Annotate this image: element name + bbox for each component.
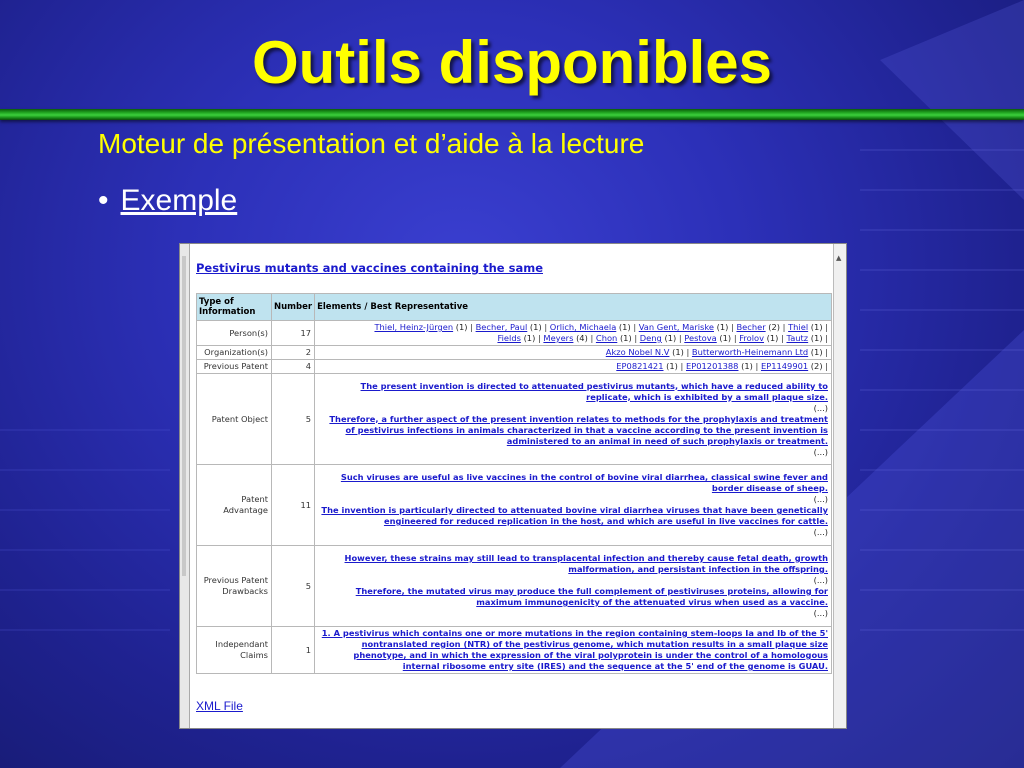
separator: | (825, 322, 828, 332)
person-link[interactable]: Meyers (543, 333, 574, 343)
person-link[interactable]: Orlich, Michaela (549, 322, 617, 332)
row-type: Organization(s) (197, 346, 271, 359)
patent-title-link[interactable]: Pestivirus mutants and vaccines containing the same (196, 261, 543, 275)
bullet-dot: • (98, 184, 109, 217)
table-row (197, 321, 831, 345)
separator: | (781, 333, 784, 343)
table-row (197, 546, 831, 626)
separator: | (825, 333, 828, 343)
person-count: (1) (619, 333, 632, 343)
claim-link[interactable]: 1. A pestivirus which contains one or more mutations in the region containing stem-loops Ia and Ib of the 5' nontranslated region (NTR) of the pestivirus genome, which mutation results in a small plaque size phenotype, and in which the expression of the viral polyprotein is under the control of a homologous internal ribosome entry site (IRES) and the sequence at the 5' end of the genome is GUAU. (321, 628, 828, 671)
sentence-link[interactable]: Therefore, a further aspect of the present invention relates to methods for the prophylaxis and treatment of pestivirus infections in animals characterized in that a vaccine according to the present invention is administered to an animal in need of such prophylaxis or treatment. (329, 413, 828, 446)
sentence-link[interactable]: The present invention is directed to attenuated pestivirus mutants, which have a reduced ability to replicate, which is exhibited by a small plaque size. (360, 380, 828, 402)
person-link[interactable]: Thiel, Heinz-Jürgen (374, 322, 454, 332)
person-count: (1) (766, 333, 779, 343)
ellipsis: (...) (813, 402, 828, 413)
person-count: (2) (768, 322, 781, 332)
row-count: 2 (272, 346, 314, 359)
row-type: Independant Claims (197, 627, 271, 673)
row-type: Patent Advantage (197, 465, 271, 545)
row-count: 11 (272, 465, 314, 545)
separator: | (731, 322, 734, 332)
ellipsis: (...) (813, 446, 828, 457)
row-type: Person(s) (197, 321, 271, 345)
organization-count: (1) (810, 347, 823, 357)
table-row (197, 627, 831, 673)
row-elements (315, 465, 831, 545)
person-link[interactable]: Frolov (739, 333, 765, 343)
row-elements (315, 627, 831, 673)
person-link[interactable]: Chon (595, 333, 618, 343)
ellipsis: (...) (813, 494, 828, 504)
header-elements: Elements / Best Representative (315, 294, 831, 320)
embedded-screenshot (179, 243, 847, 729)
person-count: (1) (810, 322, 823, 332)
patent-link[interactable]: EP01201388 (685, 361, 739, 371)
row-count: 17 (272, 321, 314, 345)
separator: | (755, 361, 759, 371)
sentence-link[interactable]: The invention is particularly directed to attenuated bovine viral diarrhea viruses that have been genetically engineered for reduced replication in the host, and which are useful in live vaccines for cattle. (321, 505, 828, 526)
separator: | (537, 333, 541, 343)
separator: | (470, 322, 473, 332)
person-link[interactable]: Tautz (786, 333, 809, 343)
person-link[interactable]: Thiel (788, 322, 809, 332)
table-row (197, 346, 831, 359)
row-type: Previous Patent Drawbacks (197, 546, 271, 626)
separator: | (686, 347, 690, 357)
right-scrollbar[interactable] (833, 244, 846, 728)
cut-off-link (196, 722, 276, 728)
organization-count: (1) (672, 347, 684, 357)
separator: | (825, 361, 828, 371)
example-link[interactable]: Exemple (120, 184, 238, 217)
table-row (197, 374, 831, 464)
patent-count: (1) (666, 361, 678, 371)
person-count: (1) (716, 322, 729, 332)
person-count: (1) (719, 333, 732, 343)
person-count: (4) (576, 333, 588, 343)
row-count: 1 (272, 627, 314, 673)
row-type: Previous Patent (197, 360, 271, 373)
ellipsis: (...) (813, 575, 828, 585)
table-row (197, 360, 831, 373)
separator: | (782, 322, 786, 332)
person-count: (1) (618, 322, 631, 332)
left-scrollbar[interactable] (180, 244, 190, 728)
table-header-row (197, 294, 831, 320)
row-elements (315, 346, 831, 359)
person-link[interactable]: Becher (736, 322, 766, 332)
row-elements (315, 546, 831, 626)
separator: | (825, 347, 828, 357)
row-elements (315, 321, 831, 345)
row-elements (315, 360, 831, 373)
ellipsis: (...) (813, 608, 828, 618)
title-divider (0, 109, 1024, 120)
person-link[interactable]: Deng (639, 333, 662, 343)
row-elements (315, 374, 831, 464)
header-number: Number (272, 294, 314, 320)
person-count: (1) (810, 333, 823, 343)
patent-info-table (196, 293, 832, 674)
separator: | (634, 333, 638, 343)
person-link[interactable]: Pestova (684, 333, 717, 343)
patent-count: (2) (810, 361, 823, 371)
person-count: (1) (529, 322, 542, 332)
separator: | (733, 333, 737, 343)
separator: | (590, 333, 594, 343)
row-count: 4 (272, 360, 314, 373)
bullet-item (98, 184, 237, 218)
patent-count: (1) (741, 361, 753, 371)
person-count: (1) (523, 333, 536, 343)
ellipsis: (...) (813, 527, 828, 537)
xml-file-link[interactable]: XML File (196, 699, 243, 713)
person-count: (1) (664, 333, 677, 343)
person-link[interactable]: Fields (497, 333, 521, 343)
row-count: 5 (272, 374, 314, 464)
sentence-link[interactable]: Such viruses are useful as live vaccines in the control of bovine viral diarrhea, classical swine fever and border disease of sheep. (340, 472, 828, 493)
scroll-up-arrow-icon[interactable]: ▲ (836, 254, 842, 262)
header-type: Type of Information (197, 294, 271, 320)
separator: | (633, 322, 637, 332)
separator: | (678, 333, 682, 343)
organization-link[interactable]: Butterworth-Heinemann Ltd (691, 347, 809, 357)
person-link[interactable]: Becher, Paul (475, 322, 528, 332)
person-count: (1) (455, 322, 468, 332)
row-count: 5 (272, 546, 314, 626)
sentence-link[interactable]: Therefore, the mutated virus may produce the full complement of pestiviruses proteins, allowing for maximum immunogenicity of the attenuated virus when used as a vaccine. (355, 586, 828, 607)
slide-title: Outils disponibles (251, 29, 773, 96)
table-row (197, 465, 831, 545)
slide-subtitle: Moteur de présentation et d’aide à la lecture (98, 128, 645, 159)
separator: | (680, 361, 684, 371)
person-link[interactable]: Van Gent, Mariske (638, 322, 714, 332)
row-type: Patent Object (197, 374, 271, 464)
patent-link[interactable]: EP0821421 (616, 361, 664, 371)
separator: | (544, 322, 548, 332)
sentence-link[interactable]: However, these strains may still lead to transplacental infection and thereby cause fetal death, growth malformation, and persistant infection in the offspring. (344, 553, 828, 574)
patent-link[interactable]: EP1149901 (760, 361, 809, 371)
organization-link[interactable]: Akzo Nobel N.V (605, 347, 670, 357)
